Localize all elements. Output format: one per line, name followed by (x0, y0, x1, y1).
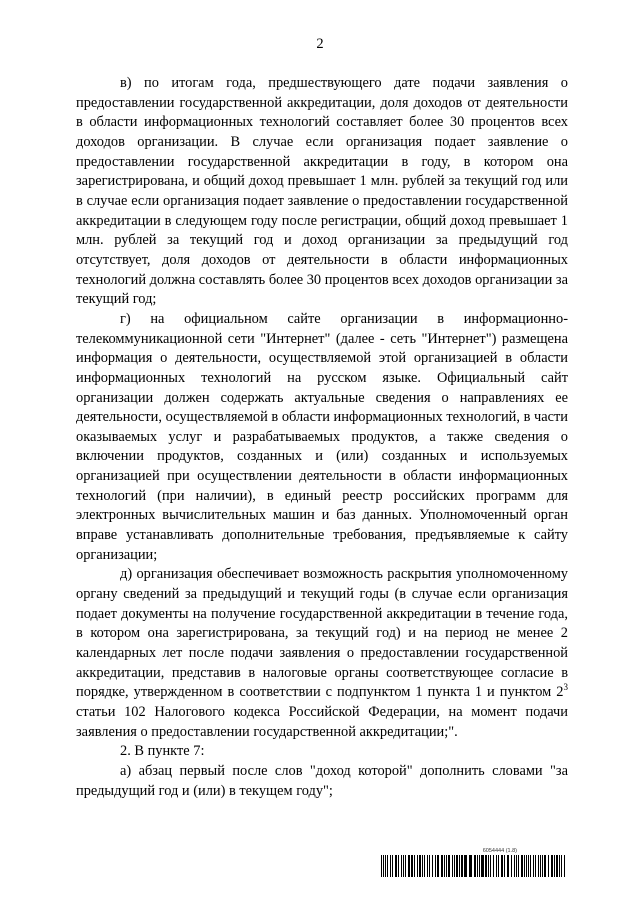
superscript: 3 (563, 682, 568, 693)
paragraph-d-text-end: статьи 102 Налогового кодекса Российской Федерации, на момент подачи заявления о предоставлении государственной аккредитации;". (76, 704, 568, 740)
paragraph-g: г) на официальном сайте организации в информационно-телекоммуникационной сети "Интернет" (далее - сеть "Интернет") размещена информация о деятельности, осуществляемой этой организацией в области информационных технологий на русском языке. Официальный сайт организации должен содержать актуальные сведения о направлениях ее деятельности, осуществляемой в области информационных технологий, в части оказываемых услуг и разрабатываемых продуктов, а также сведения о включении продуктов, созданных и (или) созданных и используемых организацией при осуществлении деятельности в области информационных технологий (при наличии), в единый реестр российских программ для электронных вычислительных машин и баз данных. Уполномоченный орган вправе устанавливать дополнительные требования, предъявляемые к сайту организации; (76, 310, 568, 563)
barcode-block (381, 847, 567, 877)
paragraph-d (76, 565, 568, 742)
paragraph-d-text: д) организация обеспечивает возможность раскрытия уполномоченному органу сведений за предыдущий и текущий годы (в случае если организация подает документы на получение государственной аккредитации в течение года, в котором она зарегистрирована, за текущий год) и на период не менее 2 календарных лет после подачи заявления о предоставлении государственной аккредитации, представив в налоговые органы соответствующее согласие в порядке, утвержденном в соответствии с подпунктом 1 пункта 1 и пунктом 2 (76, 566, 568, 701)
paragraph-v: в) по итогам года, предшествующего дате подачи заявления о предоставлении государственной аккредитации, доля доходов от деятельности в области информационных технологий составляет более 30 процентов всех доходов организации. В случае если организация подает заявление о предоставлении государственной аккредитации в году, в котором она зарегистрирована, и общий доход превышает 1 млн. рублей за текущий год или в случае если организация подает заявление о предоставлении государственной аккредитации в следующем году после регистрации, общий доход превышает 1 млн. рублей за текущий год и доход организации за предыдущий год отсутствует, доля доходов от деятельности в области информационных технологий должна составлять более 30 процентов всех доходов организации за текущий год; (76, 75, 568, 308)
barcode-icon (381, 855, 567, 877)
document-body (76, 74, 568, 801)
paragraph-item-2: 2. В пункте 7: (120, 743, 205, 760)
page-number: 2 (316, 36, 324, 52)
barcode-caption: 6054444 (1.8) (482, 848, 517, 854)
paragraph-a: а) абзац первый после слов "доход которой" дополнить словами "за предыдущий год и (или) в текущем году"; (76, 762, 568, 799)
